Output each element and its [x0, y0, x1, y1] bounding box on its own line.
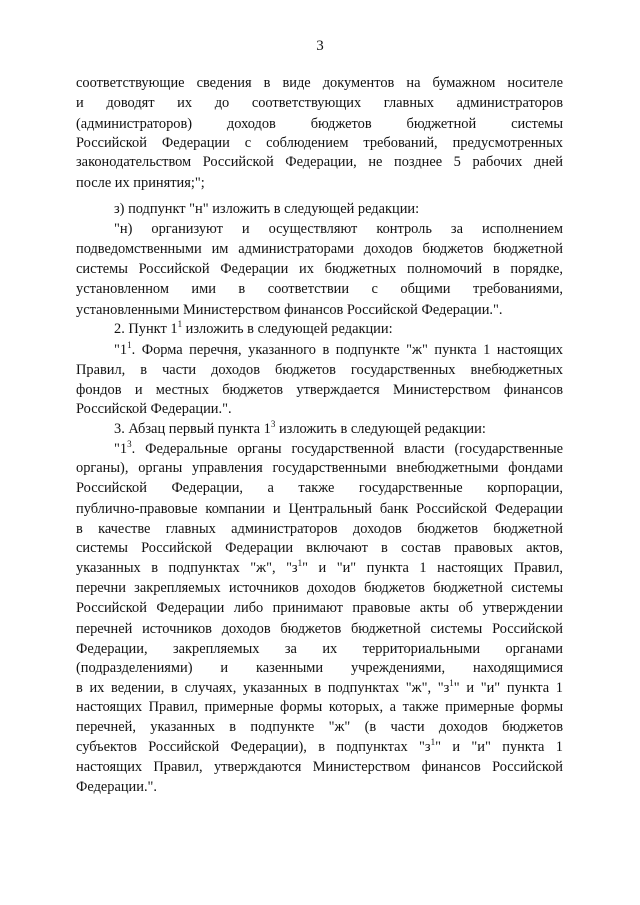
text-line: перечни закрепляемых источников доходов бюджетов бюджетной системы — [76, 580, 563, 596]
text-line: установленными Министерством финансов Российской Федерации.". — [76, 302, 503, 318]
superscript-index: 1 — [177, 319, 183, 329]
text-fragment: "1 — [114, 441, 128, 457]
text-line — [114, 341, 563, 360]
text-line — [114, 440, 563, 459]
page-number: 3 — [316, 38, 324, 54]
text-line: перечней источников доходов бюджетов бюджетной системы Российской — [76, 621, 563, 637]
text-line: настоящих Правил, примерные формы которых, а также примерные формы — [76, 699, 563, 715]
text-line: Российской Федерации либо принимают правовые акты об утверждении — [76, 600, 563, 616]
text-line: публично-правовые компании и Центральный банк Российской Федерации — [76, 501, 563, 517]
text-fragment: изложить в следующей редакции: — [275, 421, 486, 437]
superscript-index: 3 — [270, 419, 276, 429]
superscript-index: 3 — [127, 439, 132, 449]
text-line: установленном ими в соответствии с общими требованиями, — [76, 281, 563, 297]
text-fragment: " и "и" пункта 1 — [453, 680, 563, 696]
text-line: органы), органы управления государственными внебюджетными фондами — [76, 460, 563, 476]
text-line: перечней, указанных в подпункте "ж" (в части доходов бюджетов — [76, 719, 563, 735]
text-fragment: 2. Пункт 1 — [114, 321, 178, 337]
text-line: после их принятия;"; — [76, 175, 205, 191]
text-line: Федерации, закрепляемых за их территориальными органами — [76, 641, 563, 657]
text-line: (администраторов) доходов бюджетов бюджетной системы — [76, 116, 563, 132]
text-fragment: . Федеральные органы государственной власти (государственные — [131, 441, 563, 457]
text-line: подведомственными им администраторами доходов бюджетов бюджетной — [76, 241, 563, 257]
text-fragment: " и "и" пункта 1 настоящих Правил, — [302, 560, 563, 576]
superscript-index: 1 — [430, 737, 436, 747]
text-fragment: 3. Абзац первый пункта 1 — [114, 421, 271, 437]
text-line: з) подпункт "н" изложить в следующей редакции: — [114, 201, 420, 217]
text-line: фондов и местных бюджетов утверждается Министерством финансов — [76, 382, 563, 398]
text-fragment: . Форма перечня, указанного в подпункте "ж" пункта 1 настоящих — [131, 342, 563, 358]
text-line: Федерации.". — [76, 779, 158, 795]
text-line: (подразделениями) и казенными учреждениями, находящимися — [76, 660, 563, 676]
superscript-index: 1 — [449, 678, 454, 688]
text-line: Правил, в части доходов бюджетов государственных внебюджетных — [76, 362, 563, 378]
text-fragment: "1 — [114, 342, 128, 358]
text-fragment: субъектов Российской Федерации), в подпунктах "з — [76, 739, 431, 755]
superscript-index: 1 — [127, 340, 132, 350]
text-line — [76, 738, 563, 757]
text-fragment: изложить в следующей редакции: — [182, 321, 393, 337]
text-line — [114, 420, 563, 439]
text-line: "н) организуют и осуществляют контроль за исполнением — [114, 221, 563, 237]
text-line: Российской Федерации.". — [76, 401, 232, 417]
text-line: и доводят их до соответствующих главных администраторов — [76, 95, 563, 111]
text-fragment: " и "и" пункта 1 — [435, 739, 563, 755]
text-fragment: в их ведении, в случаях, указанных в подпунктах "ж", "з — [76, 680, 450, 696]
text-line: законодательством Российской Федерации, не позднее 5 рабочих дней — [76, 154, 563, 170]
text-line — [114, 320, 563, 339]
superscript-index: 1 — [297, 558, 303, 568]
text-line: Российской Федерации, а также государственные корпорации, — [76, 480, 563, 496]
text-line: системы Российской Федерации их бюджетных полномочий в порядке, — [76, 261, 563, 277]
text-line — [76, 679, 563, 698]
text-line — [76, 559, 563, 578]
text-line: соответствующие сведения в виде документов на бумажном носителе — [76, 75, 563, 91]
text-line: Российской Федерации с соблюдением требований, предусмотренных — [76, 135, 563, 151]
text-line: настоящих Правил, утверждаются Министерством финансов Российской — [76, 759, 563, 775]
text-fragment: указанных в подпунктах "ж", "з — [76, 560, 298, 576]
text-line: в качестве главных администраторов доходов бюджетов бюджетной — [76, 521, 563, 537]
text-line: системы Российской Федерации включают в состав правовых актов, — [76, 540, 563, 556]
